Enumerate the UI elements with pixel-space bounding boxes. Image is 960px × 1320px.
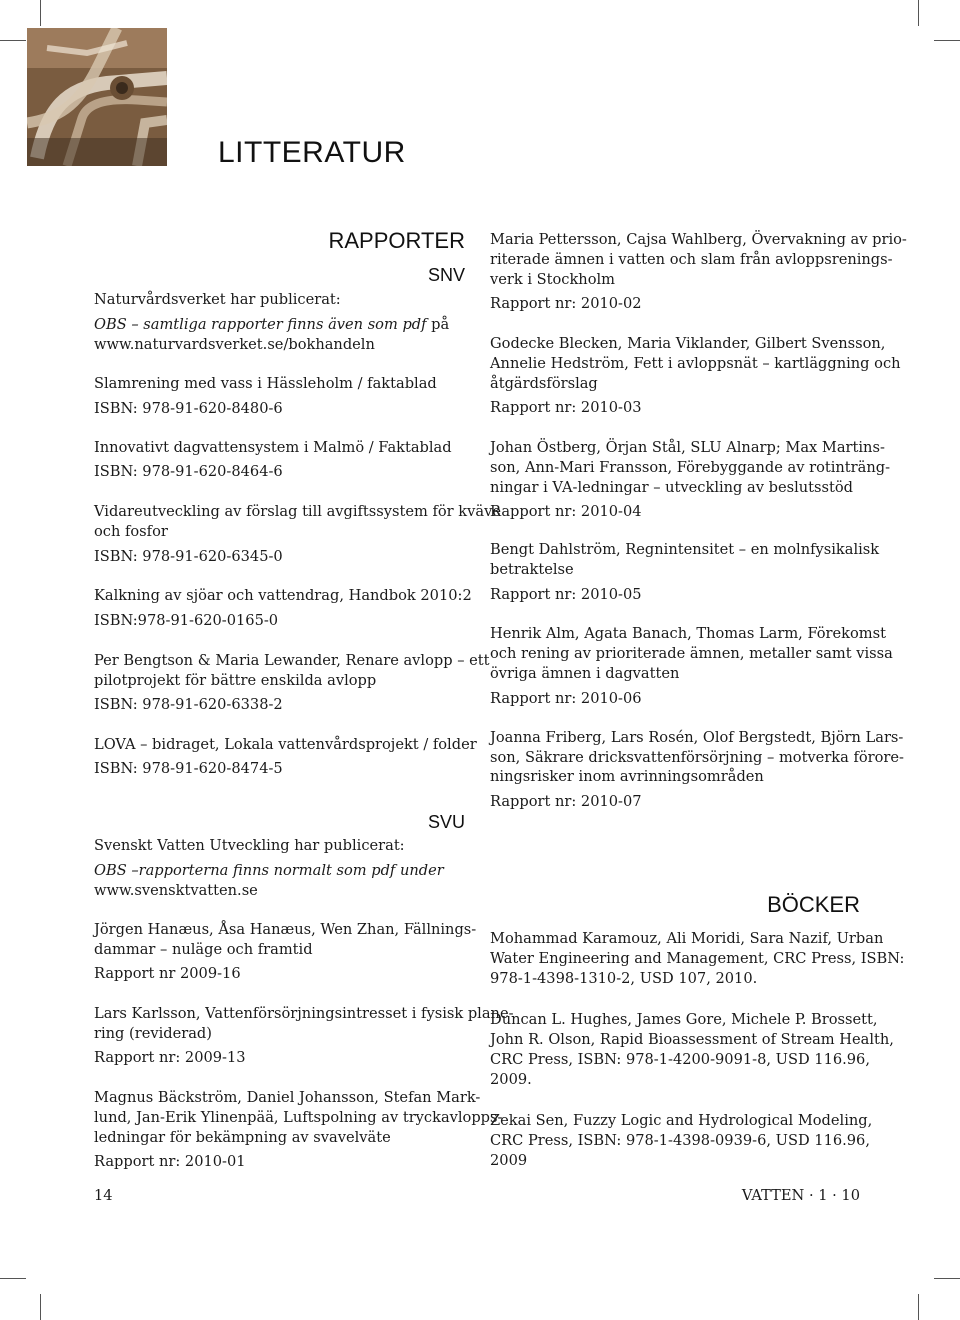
snv-item-title: pilotprojekt för bättre enskilda avlopp: [94, 672, 377, 689]
snv-item-title: och fosfor: [94, 523, 168, 540]
svu-item-report: Rapport nr: 2010-04: [490, 503, 642, 520]
snv-intro: Naturvårdsverket har publicerat:: [94, 291, 341, 308]
svu-item-title: Godecke Blecken, Maria Viklander, Gilbert Svensson,: [490, 335, 886, 352]
pipes-photo: [27, 28, 167, 166]
snv-obs-italic: OBS – samtliga rapporter finns även som pdf: [94, 316, 427, 333]
svu-item-title: Lars Karlsson, Vattenförsörjningsintresset i fysisk plane-: [94, 1005, 514, 1022]
pipes-illustration: [27, 28, 167, 166]
book-entry-line: 978-1-4398-1310-2, USD 107, 2010.: [490, 970, 758, 987]
svu-item-title: Magnus Bäckström, Daniel Johansson, Stefan Mark-: [94, 1089, 481, 1106]
snv-item-isbn: ISBN: 978-91-620-8474-5: [94, 760, 283, 777]
section-heading-rapporter: RAPPORTER: [328, 228, 465, 253]
svu-item-title: och rening av prioriterade ämnen, metaller samt vissa: [490, 645, 893, 662]
svu-item-title: ring (reviderad): [94, 1025, 212, 1042]
svu-item-title: dammar – nuläge och framtid: [94, 941, 313, 958]
svu-item-title: Johan Östberg, Örjan Stål, SLU Alnarp; Max Martins-: [490, 439, 885, 456]
svu-item-title: Henrik Alm, Agata Banach, Thomas Larm, Förekomst: [490, 625, 886, 642]
svu-obs-italic: OBS –rapporterna finns normalt som pdf under: [94, 862, 444, 879]
snv-obs-url: www.naturvardsverket.se/bokhandeln: [94, 336, 375, 353]
crop-mark: [934, 40, 960, 41]
snv-item-title: Vidareutveckling av förslag till avgiftssystem för kväve: [94, 503, 501, 520]
book-entry-line: 2009: [490, 1152, 528, 1169]
svu-item-title: Annelie Hedström, Fett i avloppsnät – kartläggning och: [490, 355, 901, 372]
book-entry-line: Water Engineering and Management, CRC Press, ISBN:: [490, 950, 905, 967]
subsection-heading-svu: SVU: [427, 812, 465, 832]
book-entry-line: John R. Olson, Rapid Bioassessment of Stream Health,: [490, 1031, 894, 1048]
journal-footer: VATTEN · 1 · 10: [741, 1187, 860, 1204]
svu-item-report: Rapport nr: 2010-03: [490, 399, 642, 416]
book-entry-line: CRC Press, ISBN: 978-1-4398-0939-6, USD 116.96,: [490, 1132, 870, 1149]
svu-item-report: Rapport nr 2009-16: [94, 965, 241, 982]
snv-item-isbn: ISBN: 978-91-620-8480-6: [94, 400, 283, 417]
snv-item-isbn: ISBN:978-91-620-0165-0: [94, 612, 279, 629]
svu-item-title: lund, Jan-Erik Ylinenpää, Luftspolning av tryckavlopps-: [94, 1109, 503, 1126]
svu-item-report: Rapport nr: 2010-01: [94, 1153, 246, 1170]
svu-item-title: son, Säkrare dricksvattenförsörjning – motverka förore-: [490, 749, 904, 766]
svu-item-report: Rapport nr: 2009-13: [94, 1049, 246, 1066]
svu-item-report: Rapport nr: 2010-07: [490, 793, 642, 810]
book-entry-line: Mohammad Karamouz, Ali Moridi, Sara Nazif, Urban: [490, 930, 884, 947]
svu-item-title: Joanna Friberg, Lars Rosén, Olof Bergstedt, Björn Lars-: [490, 729, 904, 746]
snv-obs-rest: på: [426, 316, 450, 333]
book-entry-line: Duncan L. Hughes, James Gore, Michele P. Brossett,: [490, 1011, 878, 1028]
snv-item-isbn: ISBN: 978-91-620-6338-2: [94, 696, 283, 713]
svu-item-report: Rapport nr: 2010-06: [490, 690, 642, 707]
snv-item-isbn: ISBN: 978-91-620-6345-0: [94, 548, 283, 565]
svu-item-title: riterade ämnen i vatten och slam från avloppsrenings-: [490, 251, 893, 268]
book-entry-line: Zekai Sen, Fuzzy Logic and Hydrological Modeling,: [490, 1112, 873, 1129]
book-entry-line: 2009.: [490, 1071, 532, 1088]
page-number: 14: [94, 1187, 113, 1204]
svu-item-title: betraktelse: [490, 561, 574, 578]
crop-mark: [40, 0, 41, 26]
svu-item-title: Jörgen Hanæus, Åsa Hanæus, Wen Zhan, Fällnings-: [94, 921, 477, 938]
svu-item-title: övriga ämnen i dagvatten: [490, 665, 680, 682]
svu-item-title: Maria Pettersson, Cajsa Wahlberg, Övervakning av prio-: [490, 231, 907, 248]
snv-item-title: Slamrening med vass i Hässleholm / faktablad: [94, 375, 437, 392]
crop-mark: [934, 1278, 960, 1279]
snv-obs-note: [94, 315, 465, 335]
subsection-heading-snv: SNV: [427, 265, 465, 285]
crop-mark: [40, 1294, 41, 1320]
crop-mark: [0, 40, 26, 41]
svu-item-report: Rapport nr: 2010-02: [490, 295, 642, 312]
svu-item-title: ledningar för bekämpning av svavelväte: [94, 1129, 391, 1146]
snv-item-title: Kalkning av sjöar och vattendrag, Handbok 2010:2: [94, 587, 472, 604]
svu-item-title: Bengt Dahlström, Regnintensitet – en molnfysikalisk: [490, 541, 880, 558]
crop-mark: [0, 1278, 26, 1279]
page-title: LITTERATUR: [218, 136, 406, 169]
svu-item-title: åtgärdsförslag: [490, 375, 598, 392]
svu-intro: Svenskt Vatten Utveckling har publicerat:: [94, 837, 405, 854]
book-entry-line: CRC Press, ISBN: 978-1-4200-9091-8, USD 116.96,: [490, 1051, 870, 1068]
snv-item-title: Per Bengtson & Maria Lewander, Renare avlopp – ett: [94, 652, 490, 669]
svu-item-report: Rapport nr: 2010-05: [490, 586, 642, 603]
crop-mark: [918, 1294, 919, 1320]
snv-item-title: Innovativt dagvattensystem i Malmö / Faktablad: [94, 439, 452, 456]
svu-obs-url: www.svensktvatten.se: [94, 882, 258, 899]
snv-item-isbn: ISBN: 978-91-620-8464-6: [94, 463, 283, 480]
svu-item-title: verk i Stockholm: [490, 271, 616, 288]
svu-item-title: son, Ann-Mari Fransson, Förebyggande av rotinträng-: [490, 459, 890, 476]
snv-item-title: LOVA – bidraget, Lokala vattenvårdsprojekt / folder: [94, 736, 477, 753]
crop-mark: [918, 0, 919, 26]
svu-item-title: ningsrisker inom avrinningsområden: [490, 768, 764, 785]
svu-item-title: ningar i VA-ledningar – utveckling av beslutsstöd: [490, 479, 853, 496]
section-heading-bocker: BÖCKER: [767, 892, 860, 917]
